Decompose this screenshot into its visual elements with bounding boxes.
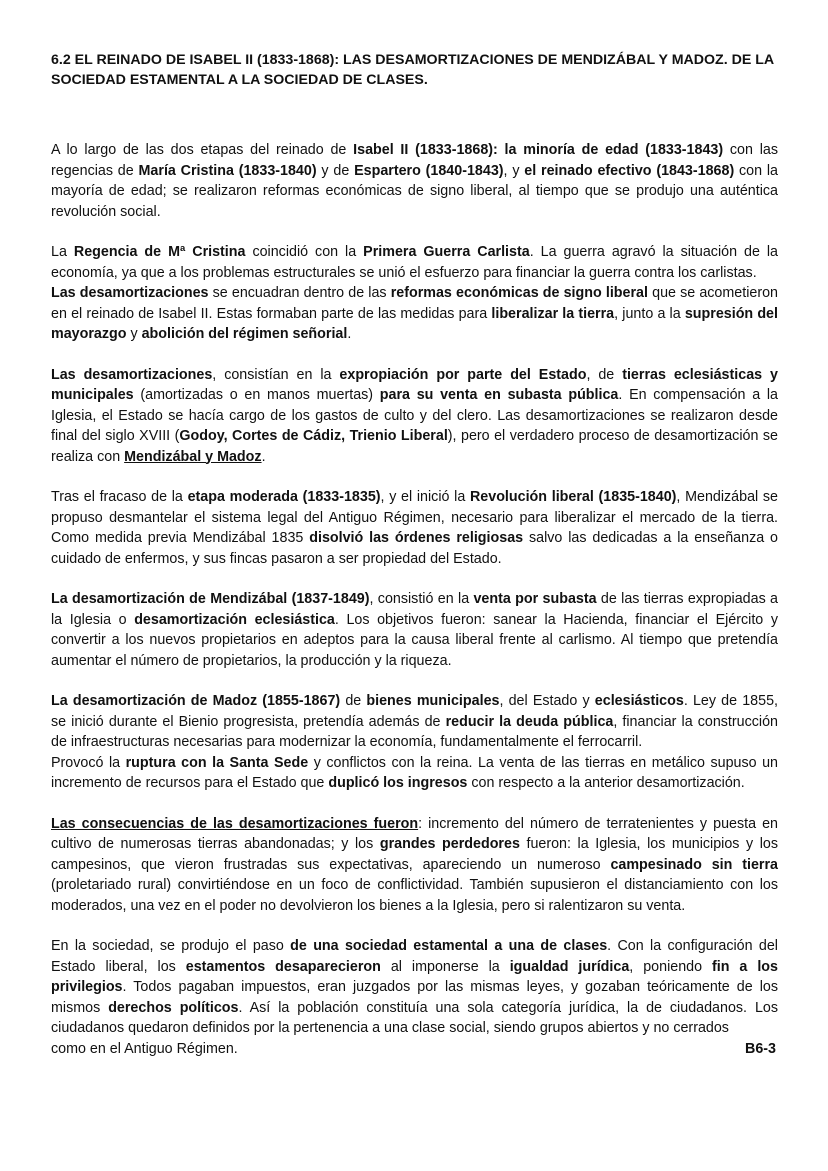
bold-text: derechos políticos [108,999,239,1016]
bold-text: expropiación por parte del Estado [339,366,587,383]
text: como en el Antiguo Régimen. [51,1040,238,1057]
text: , del Estado y [499,693,595,709]
page-title: 6.2 EL REINADO DE ISABEL II (1833-1868): LAS DESAMORTIZACIONES DE MENDIZÁBAL Y MADOZ. DE LA SOCIEDAD ESTAMENTAL A LA SOCIEDAD DE CLASES. [51,52,774,88]
bold-text: grandes perdedores [379,836,520,852]
paragraph-mendizabal [51,589,778,671]
bold-text: Espartero (1840-1843) [354,162,504,179]
bold-text: estamentos desaparecieron [185,958,381,975]
text: con la mayoría de edad; se realizaron reformas económicas de signo liberal, al tiempo que se produjo una auténtica revolución social. [51,162,779,220]
bold-text: La desamortización de Mendizábal (1837-1849) [51,591,370,607]
bold-text: Godoy, Cortes de Cádiz, Trienio Liberal [179,428,448,444]
text: , Mendizábal se propuso desmantelar el sistema legal del Antiguo Régimen, necesario para liberalizar el mercado de la tierra. Como medida previa Mendizábal 1835 [51,489,778,546]
bold-text: Revolución liberal (1835-1840) [469,489,677,505]
text: : incremento del número de terratenientes y puesta en cultivo de numerosas tierras abandonadas; y los [51,815,778,852]
paragraph-madoz-text [51,691,778,753]
bold-text: Regencia de Mª Cristina [73,244,246,260]
bold-text: bienes municipales [366,693,500,709]
text: , consistió en la [369,591,474,607]
paragraph-madoz [51,691,778,794]
paragraph-santa-sede-text [51,753,778,794]
bold-underlined-text: Las consecuencias de las desamortizaciones fueron [51,815,419,832]
bold-text: liberalizar la tierra [491,305,615,322]
text: . Con la configuración del Estado liberal, los [51,938,778,975]
text: Tras el fracaso de la [51,489,188,505]
bold-text: eclesiásticos [594,693,684,709]
text: . [261,448,266,465]
paragraph-intro [51,140,778,222]
paragraph-sociedad-clases [51,936,778,1059]
paragraph-regencia [51,242,778,345]
bold-text: desamortización eclesiástica [134,611,335,628]
bold-text: disolvió las órdenes religiosas [309,530,524,546]
bold-text: abolición del régimen señorial [141,326,348,342]
bold-text: Las desamortizaciones [51,366,213,383]
text: (amortizadas o en manos muertas) [133,387,380,403]
text: se encuadran dentro de las [208,285,391,301]
page-number: B6-3 [745,1040,776,1057]
text: , financiar la construcción de infraestructuras necesarias para modernizar la economía, fundamentalmente el ferrocarril. [51,713,778,750]
text: , de [586,366,623,383]
bold-text: María Cristina (1833-1840) [138,162,317,179]
text: y de [316,162,355,179]
bold-text: La desamortización de Madoz (1855-1867) [51,693,341,709]
text: ), pero el verdadero proceso de desamortización se realiza con [51,428,778,465]
text: . Los objetivos fueron: sanear la Hacienda, financiar el Ejército y convertir a los nuevos propietarios en adeptos para la causa liberal frente al carlismo. Al tiempo que pretendía aumentar el número de propietarios, la producción y la riqueza. [51,611,778,669]
text: A lo largo de las dos etapas del reinado de [51,142,354,158]
text: coincidió con la [245,244,364,260]
bold-text: tierras eclesiásticas y municipales [51,366,778,403]
text: . En compensación a la Iglesia, el Estado se hacía cargo de los gastos de culto y del clero. Las desamortizaciones se realizaron desde final del siglo XVIII ( [51,387,779,444]
bold-text: duplicó los ingresos [328,775,468,791]
text: . Así la población constituía una sola categoría jurídica, la de ciudadanos. Los ciudadanos quedaron definidos por la pertenencia a una clase social, siendo grupos abiertos y no cerrados [51,999,779,1036]
paragraph-regencia-text [51,242,778,283]
text: (proletariado rural) convirtiéndose en un foco de conflictividad. También supusieron el distanciamiento con los moderados, una vez en el poder no devolvieron los bienes a la Iglesia, pero si ralentizaron su venta. [51,877,778,914]
text: . Ley de 1855, se inició durante el Bienio progresista, pretendía además de [51,693,778,730]
bold-text: Primera Guerra Carlista [363,244,530,260]
text: , y el inició la [380,489,470,505]
bold-text: Isabel II (1833-1868): la minoría de edad (1833-1843) [353,142,724,158]
text: con las regencias de [51,142,778,179]
bold-text: venta por subasta [473,591,597,607]
text: Provocó la [51,754,126,771]
text: con respecto a la anterior desamortización. [467,775,745,791]
bold-text: reformas económicas de signo liberal [390,285,648,301]
paragraph-consecuencias [51,814,778,917]
text: , junto a la [614,305,685,322]
bold-underlined-text: Mendizábal y Madoz [124,448,262,465]
text: . Todos pagaban impuestos, eran juzgados por las mismas leyes, y gozaban teóricamente de los mismos [51,979,778,1016]
bold-text: igualdad jurídica [509,958,630,975]
text: La [51,244,74,260]
text: y conflictos con la reina. La venta de las tierras en metálico supuso un incremento de recursos para el Estado que [51,754,779,791]
bold-text: de una sociedad estamental a una de clases [290,938,608,954]
bold-text: para su venta en subasta pública [379,387,619,403]
last-line [51,1039,778,1060]
paragraph-reformas-text [51,283,778,345]
text: salvo las dedicadas a la enseñanza o cuidado de enfermos, y sus fincas pasaron a ser propiedad del Estado. [51,530,778,567]
bold-text: etapa moderada (1833-1835) [187,489,381,505]
text: , consistían en la [212,366,340,383]
text: En la sociedad, se produjo el paso [51,938,291,954]
text: . La guerra agravó la situación de la economía, ya que a los problemas estructurales se unió el esfuerzo para financiar la guerra contra los carlistas. [51,244,778,281]
text: que se acometieron en el reinado de Isabel II. Estas formaban parte de las medidas para [51,285,779,322]
text: de [340,693,367,709]
paragraph-revolucion-liberal [51,487,778,569]
bold-text: reducir la deuda pública [445,713,614,730]
paragraph-desamortizaciones [51,365,778,468]
text: y [126,326,142,342]
text: de las tierras expropiadas a la Iglesia o [51,591,779,628]
bold-text: fin a los privilegios [51,958,778,995]
bold-text: supresión del mayorazgo [51,305,778,342]
text: , y [503,162,525,179]
text: al imponerse la [380,958,510,975]
text: , poniendo [629,958,713,975]
bold-text: Las desamortizaciones [51,285,209,301]
bold-text: campesinado sin tierra [610,856,778,873]
bold-text: ruptura con la Santa Sede [125,754,309,771]
text: fueron: la Iglesia, los municipios y los campesinos, que vieron frustradas sus expectativas, apareciendo un numeroso [51,836,779,873]
bold-text: el reinado efectivo (1843-1868) [524,162,735,179]
text: . [347,326,352,342]
